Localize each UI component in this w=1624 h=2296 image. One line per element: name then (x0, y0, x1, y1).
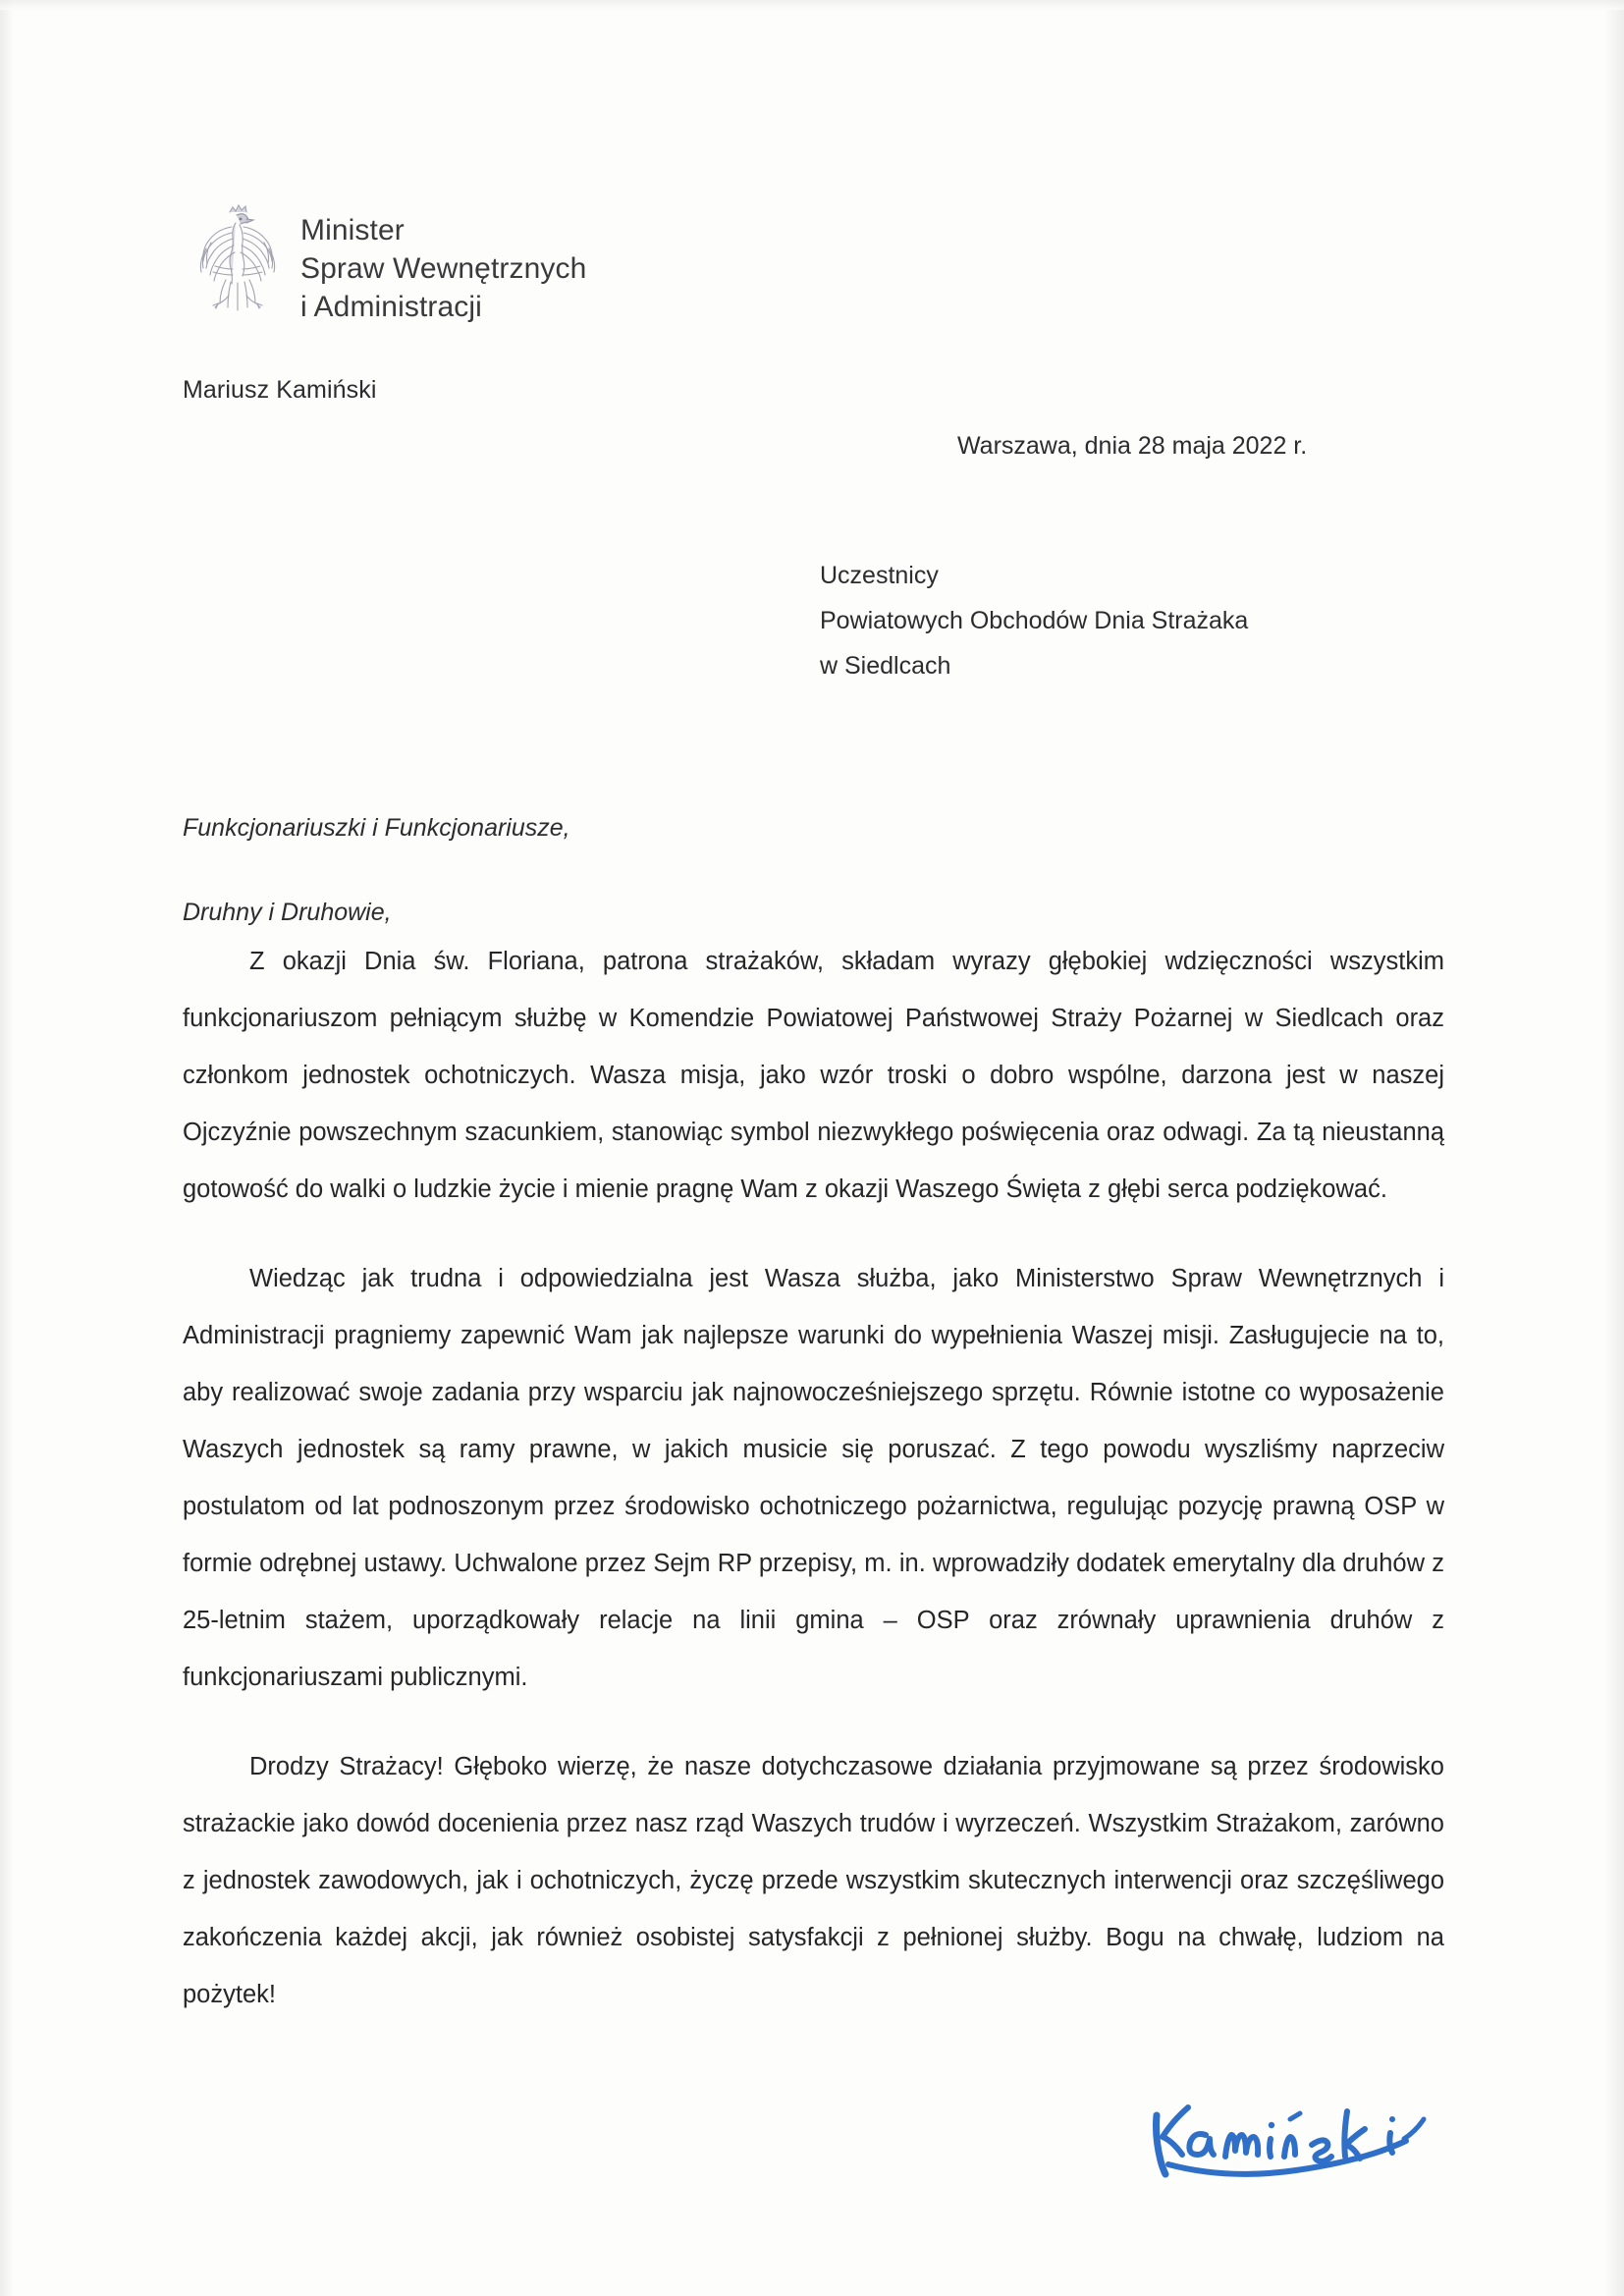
scan-edge-top (0, 0, 1624, 10)
salutation-line-2: Druhny i Druhowie, (183, 899, 392, 926)
salutation-line-1: Funkcjonariuszki i Funkcjonariusze, (183, 814, 570, 842)
letter-body (183, 933, 1444, 2023)
letterhead-line-1: Minister (300, 214, 405, 246)
addressee-block (820, 553, 1248, 688)
body-paragraph-2: Wiedząc jak trudna i odpowiedzialna jest Wasza służba, jako Ministerstwo Spraw Wewnętrznych i Administracji pragniemy zapewnić Wam jak najlepsze warunki do wypełnienia Waszej misji. Zasługujecie na to, aby realizować swoje zadania przy wsparciu jak najnowocześniejszego sprzętu. Równie istotne co wyposażenie Waszych jednostek są ramy prawne, w jakich musicie się poruszać. Z tego powodu wyszliśmy naprzeciw postulatom od lat podnoszonym przez środowisko ochotniczego pożarnictwa, regulując pozycję prawną OSP w formie odrębnej ustawy. Uchwalone przez Sejm RP przepisy, m. in. wprowadziły dodatek emerytalny dla druhów z 25-letnim stażem, uporządkowały relacje na linii gmina – OSP oraz zrównały uprawnienia druhów z funkcjonariuszami publicznymi. (183, 1265, 1444, 1691)
date-line: Warszawa, dnia 28 maja 2022 r. (957, 432, 1308, 460)
salutation-block (183, 786, 570, 955)
letterhead (183, 201, 586, 326)
scan-edge-left (0, 0, 14, 2296)
addressee-line-3: w Siedlcach (820, 652, 951, 680)
polish-eagle-emblem (183, 201, 285, 325)
handwritten-signature-kaminski (1147, 2090, 1451, 2200)
body-paragraph-1: Z okazji Dnia św. Floriana, patrona strażaków, składam wyrazy głębokiej wdzięczności wszystkim funkcjonariuszom pełniącym służbę w Komendzie Powiatowej Państwowej Straży Pożarnej w Siedlcach oraz członkom jednostek ochotniczych. Wasza misja, jako wzór troski o dobro wspólne, darzona jest w naszej Ojczyźnie powszechnym szacunkiem, stanowiąc symbol niezwykłego poświęcenia oraz odwagi. Za tą nieustanną gotowość do walki o ludzkie życie i mienie pragnę Wam z okazji Waszego Święta z głębi serca podziękować. (183, 948, 1444, 1203)
addressee-line-2: Powiatowych Obchodów Dnia Strażaka (820, 607, 1249, 634)
letterhead-line-3: i Administracji (300, 291, 482, 323)
addressee-line-1: Uczestnicy (820, 562, 939, 589)
letterhead-line-2: Spraw Wewnętrznych (300, 252, 587, 285)
body-paragraph-3: Drodzy Strażacy! Głęboko wierzę, że nasze dotychczasowe działania przyjmowane są przez środowisko strażackie jako dowód docenienia przez nasz rząd Waszych trudów i wyrzeczeń. Wszystkim Strażakom, zarówno z jednostek zawodowych, jak i ochotniczych, życzę przede wszystkim skutecznych interwencji oraz szczęśliwego zakończenia każdej akcji, jak również osobistej satysfakcji z pełnionej służby. Bogu na chwałę, ludziom na pożytek! (183, 1753, 1444, 2008)
minister-name: Mariusz Kamiński (183, 376, 377, 404)
letterhead-text (300, 201, 586, 326)
scan-edge-right (1604, 0, 1624, 2296)
